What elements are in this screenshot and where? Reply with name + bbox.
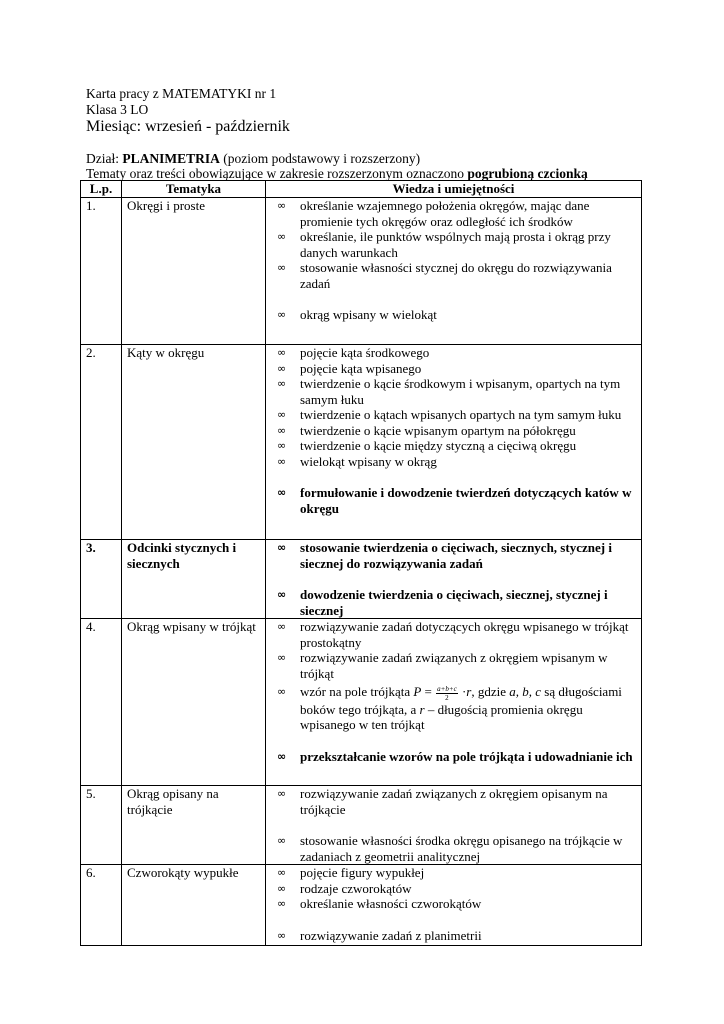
infinity-bullet-icon: ∞ <box>277 423 287 437</box>
table-row <box>81 198 642 345</box>
list-item: ∞ okrąg wpisany w wielokąt <box>277 307 437 322</box>
list-item: ∞ stosowanie własności stycznej do okręgu do rozwiązywania zadań <box>277 260 612 291</box>
list-item: ∞ dowodzenie twierdzenia o cięciwach, siecznej, stycznej i siecznej <box>277 587 608 618</box>
list-item: ∞ formułowanie i dowodzenie twierdzeń dotyczących katów w okręgu <box>277 485 632 516</box>
row-skills <box>266 540 642 619</box>
list-item: ∞ twierdzenie o kącie wpisanym opartym na półokręgu <box>277 422 576 438</box>
row-number: 5. <box>81 786 122 865</box>
infinity-bullet-icon: ∞ <box>277 749 287 763</box>
list-item: ∞ rozwiązywanie zadań związanych z okręgiem opisanym na trójkącie <box>277 786 608 817</box>
list-item: ∞ stosowanie twierdzenia o cięciwach, siecznych, stycznej i siecznej do rozwiązywania zadań <box>277 540 612 571</box>
month-label: Miesiąc: wrzesień - październik <box>86 118 290 135</box>
section-suffix: (poziom podstawowy i rozszerzony) <box>219 151 421 166</box>
table-row <box>81 345 642 540</box>
row-skills <box>266 345 642 540</box>
row-topic: Kąty w okręgu <box>122 345 266 540</box>
infinity-bullet-icon: ∞ <box>277 454 287 468</box>
infinity-bullet-icon: ∞ <box>277 928 287 942</box>
infinity-bullet-icon: ∞ <box>277 541 287 554</box>
worksheet-title: Karta pracy z MATEMATYKI nr 1 <box>86 86 277 101</box>
row-topic: Okrąg wpisany w trójkąt <box>122 619 266 786</box>
infinity-bullet-icon: ∞ <box>277 377 287 390</box>
infinity-bullet-icon: ∞ <box>277 685 287 698</box>
infinity-bullet-icon: ∞ <box>277 308 287 321</box>
row-number: 3. <box>81 540 122 619</box>
row-skills <box>266 198 642 345</box>
class-label: Klasa 3 LO <box>86 102 149 117</box>
list-item: ∞ przekształcanie wzorów na pole trójkąta i udowadnianie ich <box>277 748 633 764</box>
list-item: ∞ pojęcie figury wypukłej <box>277 865 425 880</box>
row-skills <box>266 619 642 786</box>
row-number: 2. <box>81 345 122 540</box>
infinity-bullet-icon: ∞ <box>277 651 287 664</box>
infinity-bullet-icon: ∞ <box>277 346 287 359</box>
list-item: ∞ twierdzenie o kącie między styczną a cięciwą okręgu <box>277 438 577 453</box>
extended-note-text: Tematy oraz treści obowiązujące w zakresie rozszerzonym oznaczono <box>86 166 468 181</box>
infinity-bullet-icon: ∞ <box>277 588 287 601</box>
row-topic: Czworokąty wypukłe <box>122 865 266 946</box>
infinity-bullet-icon: ∞ <box>277 230 287 243</box>
infinity-bullet-icon: ∞ <box>277 486 287 499</box>
column-header-topic: Tematyka <box>122 181 266 198</box>
row-skills <box>266 865 642 946</box>
infinity-bullet-icon: ∞ <box>277 866 287 879</box>
topics-table <box>80 180 642 946</box>
infinity-bullet-icon: ∞ <box>277 261 287 274</box>
list-item: ∞ wzór na pole trójkąta P = $\frac{a+b+c}{2}$ ·r, gdzie a, b, c są długościami boków tego trójkąta, a r – długością promienia okręgu wpisanego w ten trójkąt <box>277 684 622 733</box>
infinity-bullet-icon: ∞ <box>277 834 287 847</box>
list-item: ∞ twierdzenie o kącie środkowym i wpisanym, opartych na tym samym łuku <box>277 376 621 407</box>
row-number: 1. <box>81 198 122 345</box>
table-header-row <box>81 181 642 198</box>
list-item: ∞ twierdzenie o kątach wpisanych opartych na tym samym łuku <box>277 407 622 422</box>
table-row <box>81 540 642 619</box>
table-row <box>81 865 642 946</box>
list-item: ∞ stosowanie własności środka okręgu opisanego na trójkącie w zadaniach z geometrii analitycznej <box>277 833 623 864</box>
section-name: PLANIMETRIA <box>122 151 220 166</box>
section-line <box>86 151 420 167</box>
infinity-bullet-icon: ∞ <box>277 897 287 910</box>
list-item: ∞ pojęcie kąta środkowego <box>277 345 430 360</box>
list-item: ∞ określanie wzajemnego położenia okręgów, mając dane promienie tych okręgów oraz odległość ich środków <box>277 198 590 229</box>
extended-note-bold: pogrubioną czcionką <box>467 166 588 181</box>
list-item: ∞ wielokąt wpisany w okrąg <box>277 453 437 469</box>
infinity-bullet-icon: ∞ <box>277 361 287 375</box>
column-header-lp: L.p. <box>81 181 122 198</box>
infinity-bullet-icon: ∞ <box>277 439 287 452</box>
infinity-bullet-icon: ∞ <box>277 620 287 633</box>
row-topic: Okręgi i proste <box>122 198 266 345</box>
infinity-bullet-icon: ∞ <box>277 881 287 895</box>
list-item: ∞ rozwiązywanie zadań dotyczących okręgu wpisanego w trójkąt prostokątny <box>277 619 629 650</box>
row-skills <box>266 786 642 865</box>
section-prefix: Dział: <box>86 151 123 166</box>
table-row <box>81 786 642 865</box>
perimeter-fraction: $\frac{a+b+c}{2}$ <box>437 684 457 702</box>
row-number: 6. <box>81 865 122 946</box>
list-item: ∞ rozwiązywanie zadań związanych z okręgiem wpisanym w trójkąt <box>277 650 608 681</box>
infinity-bullet-icon: ∞ <box>277 408 287 421</box>
row-topic: Okrąg opisany na trójkącie <box>122 786 266 865</box>
column-header-skills: Wiedza i umiejętności <box>266 181 642 198</box>
table-row <box>81 619 642 786</box>
list-item: ∞ rozwiązywanie zadań z planimetrii <box>277 927 482 943</box>
list-item: ∞ rodzaje czworokątów <box>277 880 412 896</box>
infinity-bullet-icon: ∞ <box>277 199 287 212</box>
row-topic: Odcinki stycznych i siecznych <box>122 540 266 619</box>
infinity-bullet-icon: ∞ <box>277 787 287 800</box>
list-item: ∞ określanie własności czworokątów <box>277 896 482 911</box>
list-item: ∞ określanie, ile punktów wspólnych mają prosta i okrąg przy danych warunkach <box>277 229 611 260</box>
row-number: 4. <box>81 619 122 786</box>
list-item: ∞ pojęcie kąta wpisanego <box>277 360 422 376</box>
